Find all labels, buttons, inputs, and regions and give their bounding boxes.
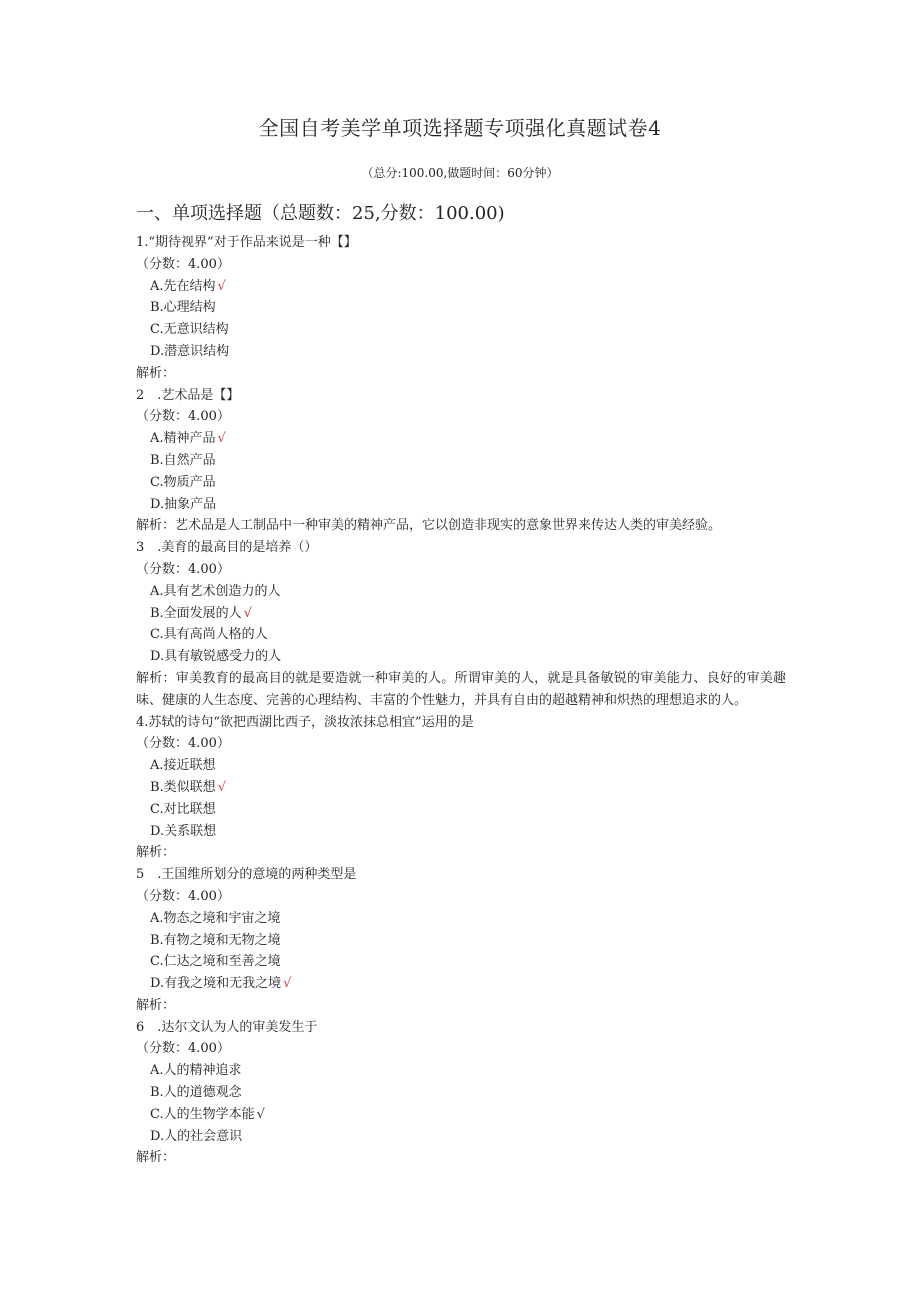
answer-option xyxy=(136,930,786,952)
answer-option xyxy=(136,777,786,799)
option-label: C.无意识结构 xyxy=(150,322,229,338)
question-stem: 1.“期待视界”对于作品来说是一种【】 xyxy=(136,235,357,250)
option-label: B.自然产品 xyxy=(150,452,216,468)
option-label: A.精神产品 xyxy=(150,431,216,447)
question-analysis: 解析：艺术品是人工制品中一种审美的精神产品，它以创造非现实的意象世界来传达人类的审美经验。 xyxy=(136,518,722,534)
question-block xyxy=(136,385,786,538)
question-score: （分数：4.00） xyxy=(136,888,230,904)
question-stem: 5 .王国维所划分的意境的两种类型是 xyxy=(136,867,357,883)
question-score: （分数：4.00） xyxy=(136,1041,230,1057)
question-block xyxy=(136,712,786,865)
answer-option xyxy=(136,581,786,603)
answer-option xyxy=(136,603,786,625)
answer-option xyxy=(136,1126,786,1148)
answer-option xyxy=(136,951,786,973)
section-heading: 一、单项选择题（总题数：25,分数：100.00) xyxy=(136,203,505,224)
answer-option xyxy=(136,319,786,341)
answer-option xyxy=(136,494,786,516)
option-label: A.具有艺术创造力的人 xyxy=(150,583,281,599)
option-label: D.人的社会意识 xyxy=(150,1128,243,1144)
option-label: C.对比联想 xyxy=(150,801,216,817)
answer-option xyxy=(136,297,786,319)
question-score: （分数：4.00） xyxy=(136,736,230,752)
correct-check-icon: √ xyxy=(217,278,226,294)
correct-check-icon: √ xyxy=(256,1106,265,1122)
question-stem: 6 .达尔文认为人的审美发生于 xyxy=(136,1019,318,1035)
option-label: B.全面发展的人 xyxy=(150,605,242,621)
question-list xyxy=(136,232,786,1169)
answer-option xyxy=(136,1060,786,1082)
document-title: 全国自考美学单项选择题专项强化真题试卷4 xyxy=(258,116,662,140)
option-label: B.人的道德观念 xyxy=(150,1085,242,1101)
answer-option xyxy=(136,450,786,472)
answer-option xyxy=(136,341,786,363)
correct-check-icon: √ xyxy=(217,431,226,447)
answer-option xyxy=(136,821,786,843)
option-label: B.心理结构 xyxy=(150,300,216,316)
answer-option xyxy=(136,908,786,930)
option-label: D.具有敏锐感受力的人 xyxy=(150,649,282,665)
question-block xyxy=(136,232,786,385)
question-stem: 2 .艺术品是【】 xyxy=(136,387,240,403)
question-analysis: 解析： xyxy=(136,365,176,381)
answer-option xyxy=(136,755,786,777)
option-label: C.仁达之境和至善之境 xyxy=(150,954,281,970)
option-label: B.有物之境和无物之境 xyxy=(150,932,281,948)
question-score: （分数：4.00） xyxy=(136,409,230,425)
question-analysis: 解析： xyxy=(136,997,176,1013)
correct-check-icon: √ xyxy=(217,779,226,795)
answer-option xyxy=(136,1082,786,1104)
option-label: D.潜意识结构 xyxy=(150,343,230,359)
option-label: D.抽象产品 xyxy=(150,496,217,512)
option-label: B.类似联想 xyxy=(150,779,216,795)
answer-option xyxy=(136,472,786,494)
answer-option xyxy=(136,1104,786,1126)
question-analysis: 解析：审美教育的最高目的就是要造就一种审美的人。所谓审美的人，就是具备敏锐的审美能力、良好的审美趣味、健康的人生态度、完善的心理结构、丰富的个性魅力，并具有自由的超越精神和炽热的理想追求的人。 xyxy=(136,670,786,708)
option-label: A.物态之境和宇宙之境 xyxy=(150,910,281,926)
document-subtitle: （总分:100.00,做题时间：60分钟） xyxy=(361,166,559,180)
answer-option xyxy=(136,973,786,995)
correct-check-icon: √ xyxy=(283,976,292,992)
question-score: （分数：4.00） xyxy=(136,256,230,272)
option-label: D.有我之境和无我之境 xyxy=(150,976,282,992)
question-block xyxy=(136,864,786,1017)
question-stem: 4.苏轼的诗句“欲把西湖比西子，淡妆浓抹总相宜”运用的是 xyxy=(136,714,474,730)
question-analysis: 解析： xyxy=(136,845,176,861)
option-label: D.关系联想 xyxy=(150,823,217,839)
answer-option xyxy=(136,799,786,821)
question-block xyxy=(136,537,786,711)
correct-check-icon: √ xyxy=(243,605,252,621)
answer-option xyxy=(136,624,786,646)
option-label: A.人的精神追求 xyxy=(150,1063,242,1079)
question-score: （分数：4.00） xyxy=(136,561,230,577)
option-label: A.接近联想 xyxy=(150,758,216,774)
question-stem: 3 .美育的最高目的是培养（） xyxy=(136,540,318,556)
question-block xyxy=(136,1017,786,1170)
answer-option xyxy=(136,428,786,450)
option-label: A.先在结构 xyxy=(150,278,216,294)
question-analysis: 解析： xyxy=(136,1150,176,1166)
answer-option xyxy=(136,646,786,668)
answer-option xyxy=(136,276,786,298)
option-label: C.具有高尚人格的人 xyxy=(150,627,268,643)
option-label: C.物质产品 xyxy=(150,474,216,490)
option-label: C.人的生物学本能 xyxy=(150,1106,255,1122)
